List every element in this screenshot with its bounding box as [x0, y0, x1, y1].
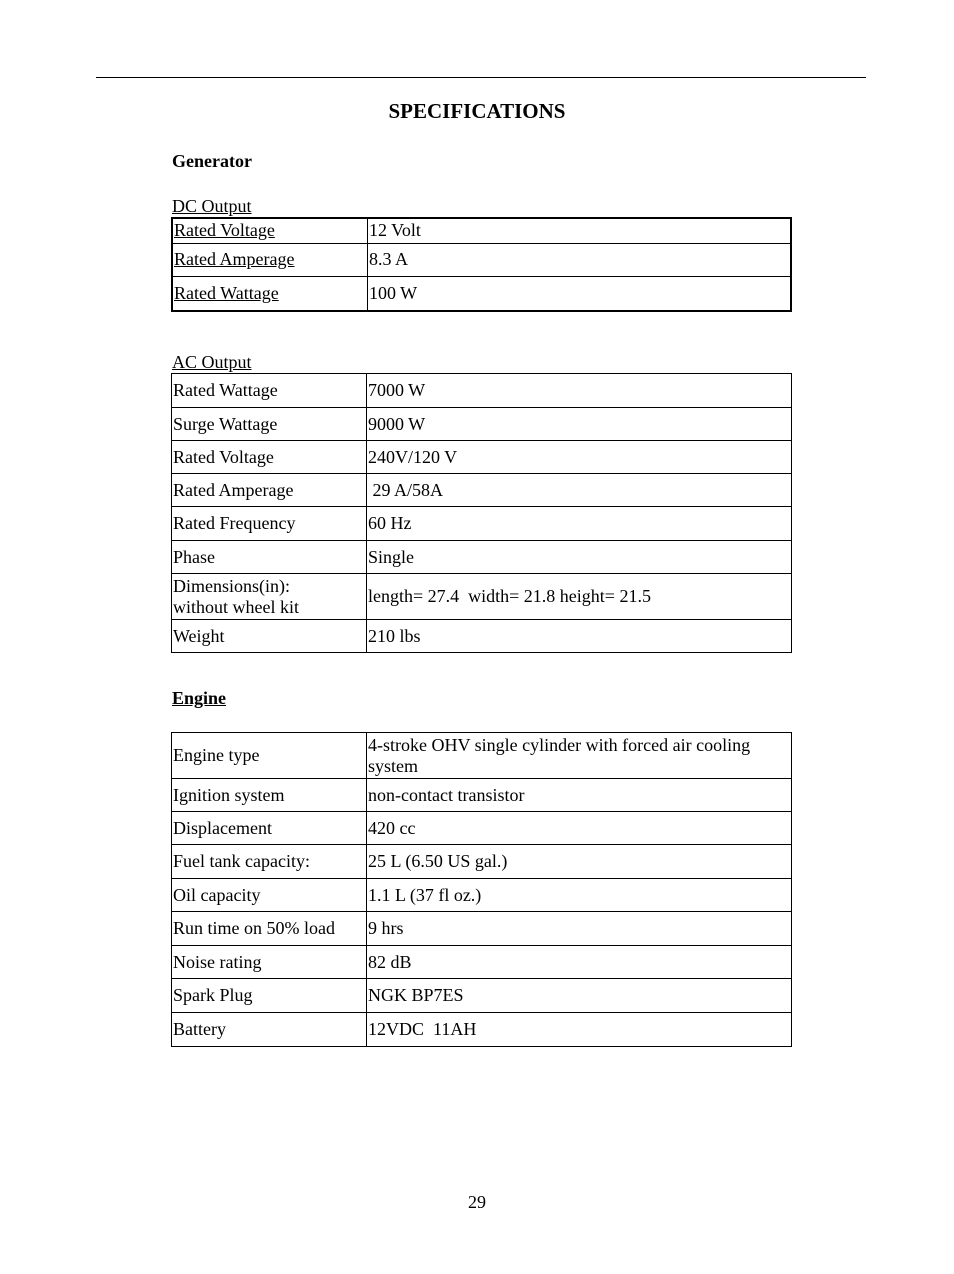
- table-row: [172, 1013, 792, 1047]
- spec-key-line: without wheel kit: [173, 596, 299, 617]
- table-row: [172, 620, 792, 653]
- spec-value: 7000 W: [367, 374, 792, 408]
- spec-key: Phase: [172, 541, 367, 574]
- ac-output-table: [171, 373, 792, 653]
- table-row: [172, 812, 792, 845]
- ac-output-label: AC Output: [172, 352, 252, 372]
- spec-key: Rated Amperage: [172, 243, 368, 276]
- table-row: [172, 374, 792, 408]
- spec-value: 8.3 A: [368, 243, 792, 276]
- spec-key: Engine type: [172, 733, 367, 779]
- spec-key: Rated Frequency: [172, 507, 367, 541]
- spec-key: Battery: [172, 1013, 367, 1047]
- spec-value: 9 hrs: [367, 912, 792, 946]
- spec-key: [172, 574, 367, 620]
- table-row: [172, 276, 791, 311]
- spec-key: Rated Voltage: [172, 218, 368, 243]
- table-row: [172, 779, 792, 812]
- table-row: [172, 946, 792, 979]
- page-title: SPECIFICATIONS: [388, 99, 566, 123]
- spec-value: 25 L (6.50 US gal.): [367, 845, 792, 879]
- spec-key: Rated Wattage: [172, 276, 368, 311]
- spec-value: 12 Volt: [368, 218, 792, 243]
- spec-key: Weight: [172, 620, 367, 653]
- spec-key: Ignition system: [172, 779, 367, 812]
- spec-value: 240V/120 V: [367, 441, 792, 474]
- spec-key: Rated Voltage: [172, 441, 367, 474]
- table-row: [172, 879, 792, 912]
- spec-value: Single: [367, 541, 792, 574]
- spec-key: Run time on 50% load: [172, 912, 367, 946]
- spec-key: Displacement: [172, 812, 367, 845]
- table-row: [172, 441, 792, 474]
- spec-value: 4-stroke OHV single cylinder with forced air cooling system: [367, 733, 792, 779]
- spec-key: Fuel tank capacity:: [172, 845, 367, 879]
- engine-table: [171, 732, 792, 1047]
- spec-value: 1.1 L (37 fl oz.): [367, 879, 792, 912]
- table-row: [172, 474, 792, 507]
- table-row: [172, 507, 792, 541]
- spec-value: 100 W: [368, 276, 792, 311]
- header-rule: [96, 77, 866, 78]
- spec-key: Rated Wattage: [172, 374, 367, 408]
- spec-value: 29 A/58A: [367, 474, 792, 507]
- spec-key: Oil capacity: [172, 879, 367, 912]
- spec-value: 82 dB: [367, 946, 792, 979]
- table-row: [172, 574, 792, 620]
- engine-heading: Engine: [172, 688, 227, 708]
- generator-heading: Generator: [172, 151, 252, 171]
- table-row: [172, 541, 792, 574]
- table-row: [172, 845, 792, 879]
- table-row: [172, 218, 791, 243]
- page-number: 29: [468, 1192, 486, 1212]
- spec-key-line: Dimensions(in):: [173, 575, 290, 596]
- spec-value: 60 Hz: [367, 507, 792, 541]
- spec-value: 420 cc: [367, 812, 792, 845]
- table-row: [172, 243, 791, 276]
- spec-key: Surge Wattage: [172, 408, 367, 441]
- dc-output-table: [171, 217, 792, 312]
- spec-value: 210 lbs: [367, 620, 792, 653]
- table-row: [172, 733, 792, 779]
- table-row: [172, 408, 792, 441]
- spec-value: 9000 W: [367, 408, 792, 441]
- spec-key: Spark Plug: [172, 979, 367, 1013]
- spec-value: NGK BP7ES: [367, 979, 792, 1013]
- table-row: [172, 979, 792, 1013]
- spec-value: length= 27.4 width= 21.8 height= 21.5: [367, 574, 792, 620]
- spec-value: non-contact transistor: [367, 779, 792, 812]
- spec-key: Rated Amperage: [172, 474, 367, 507]
- spec-key: Noise rating: [172, 946, 367, 979]
- dc-output-label: DC Output: [172, 196, 252, 216]
- table-row: [172, 912, 792, 946]
- spec-value: 12VDC 11AH: [367, 1013, 792, 1047]
